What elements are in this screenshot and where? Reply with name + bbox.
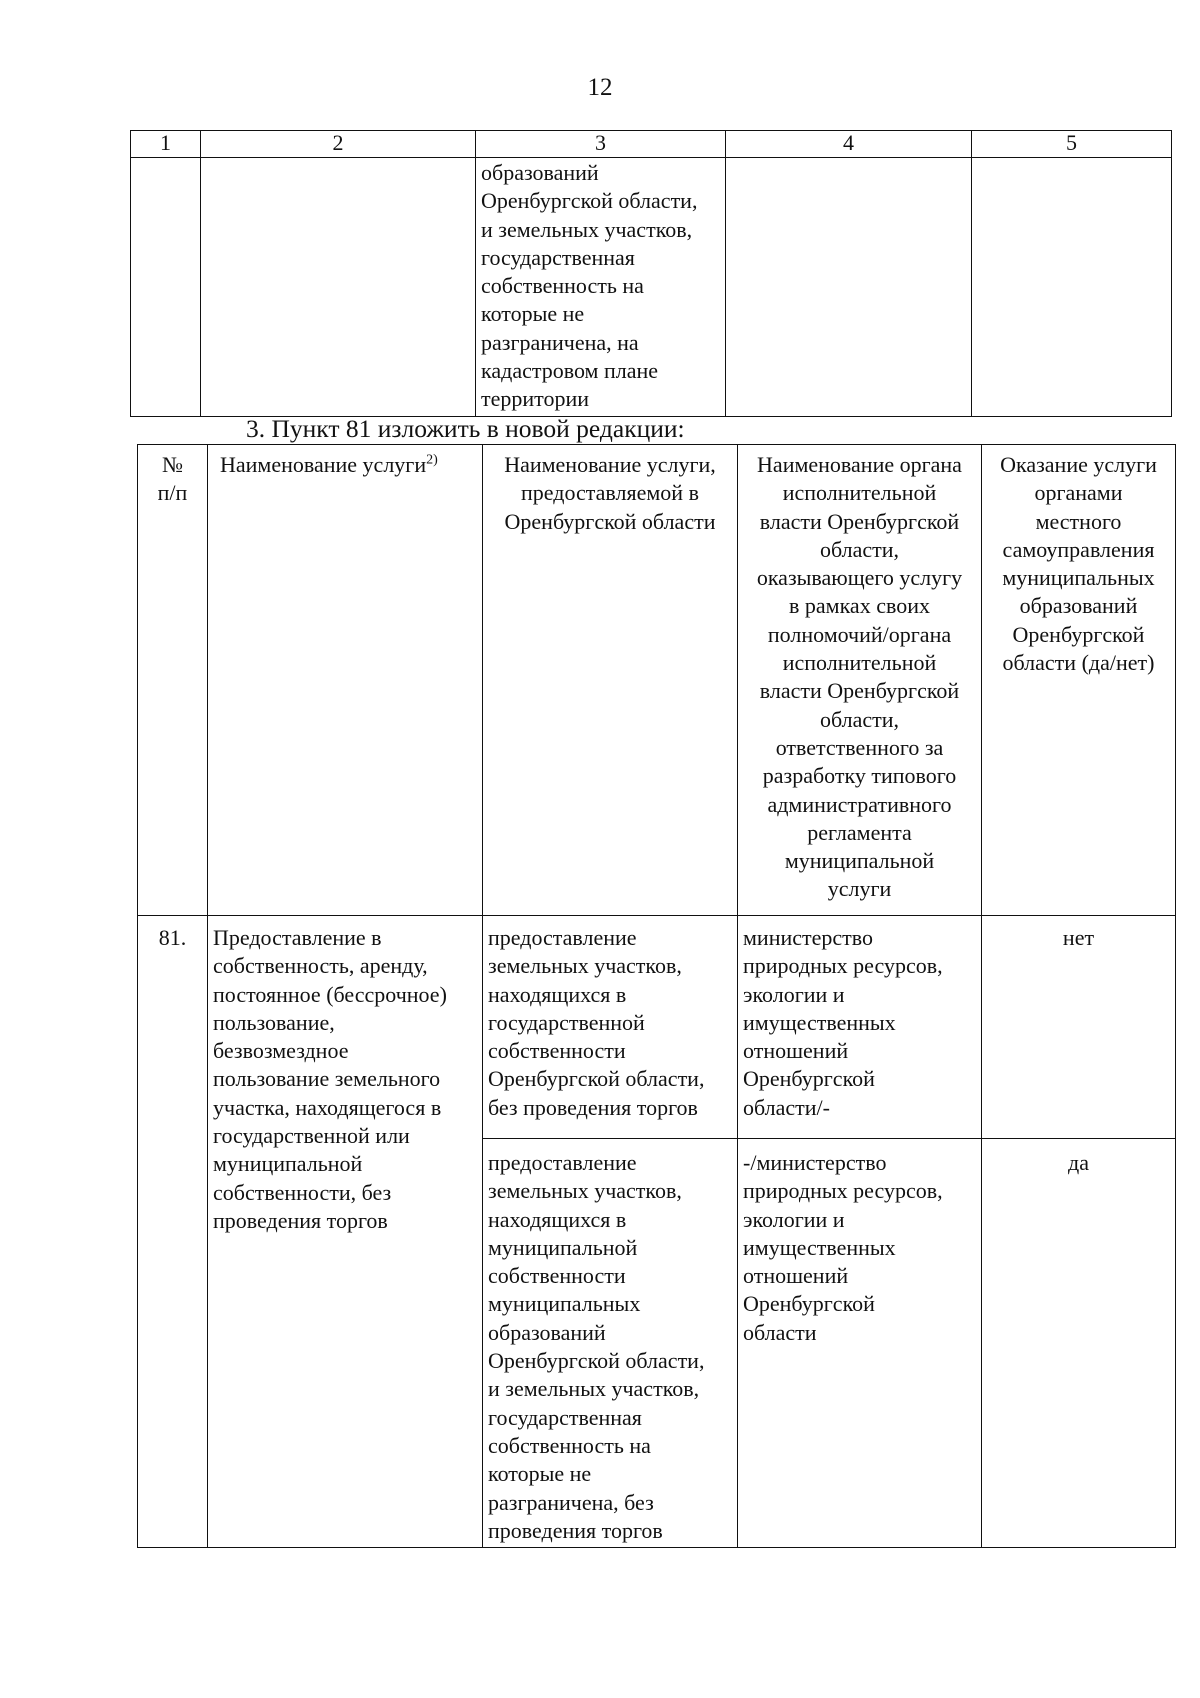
continuation-cell-4 [726, 158, 972, 417]
row-authority: министерство природных ресурсов, экологии и имущественных отношений Оренбургской области/- [738, 916, 982, 1139]
header-row [138, 445, 1176, 916]
row-local-gov: да [982, 1139, 1176, 1548]
column-number-row [131, 131, 1172, 158]
row-service-region: предоставление земельных участков, находящихся в муниципальной собственности муниципальных образований Оренбургской области, и земельных участков, государственная собственность на которые не разграничена, без проведения торгов [483, 1139, 738, 1548]
continuation-cell-3: образований Оренбургской области, и земельных участков, государственная собственность на которые не разграничена, на кадастровом плане территории [476, 158, 726, 417]
page-number: 12 [587, 74, 613, 101]
continuation-row [131, 158, 1172, 417]
header-service-region: Наименование услуги, предоставляемой в Оренбургской области [483, 445, 738, 916]
continuation-cell-1 [131, 158, 201, 417]
column-number: 4 [726, 131, 972, 158]
row-local-gov: нет [982, 916, 1176, 1139]
continuation-table [130, 130, 1172, 417]
header-service-name [208, 445, 483, 916]
row-number: 81. [138, 916, 208, 1548]
column-number: 5 [972, 131, 1172, 158]
column-number: 1 [131, 131, 201, 158]
column-number: 2 [201, 131, 476, 158]
new-edition-table [137, 444, 1176, 1548]
row-service-region: предоставление земельных участков, находящихся в государственной собственности Оренбургской области, без проведения торгов [483, 916, 738, 1139]
header-service-name-text: Наименование услуги [220, 452, 427, 477]
section-caption: 3. Пункт 81 изложить в новой редакции: [246, 414, 685, 443]
column-number: 3 [476, 131, 726, 158]
continuation-cell-5 [972, 158, 1172, 417]
continuation-cell-2 [201, 158, 476, 417]
row-service-name: Предоставление в собственность, аренду, постоянное (бессрочное) пользование, безвозмездное пользование земельного участка, находящегося в государственной или муниципальной собственности, без проведения торгов [208, 916, 483, 1548]
header-authority: Наименование органа исполнительной власти Оренбургской области, оказывающего услугу в рамках своих полномочий/органа исполнительной власти Оренбургской области, ответственного за разработку типового административного регламента муниципальной услуги [738, 445, 982, 916]
header-local-gov: Оказание услуги органами местного самоуправления муниципальных образований Оренбургской области (да/нет) [982, 445, 1176, 916]
table-row [138, 916, 1176, 1139]
header-number: № п/п [138, 445, 208, 916]
row-authority: -/министерство природных ресурсов, экологии и имущественных отношений Оренбургской области [738, 1139, 982, 1548]
footnote-mark: 2) [426, 452, 438, 468]
